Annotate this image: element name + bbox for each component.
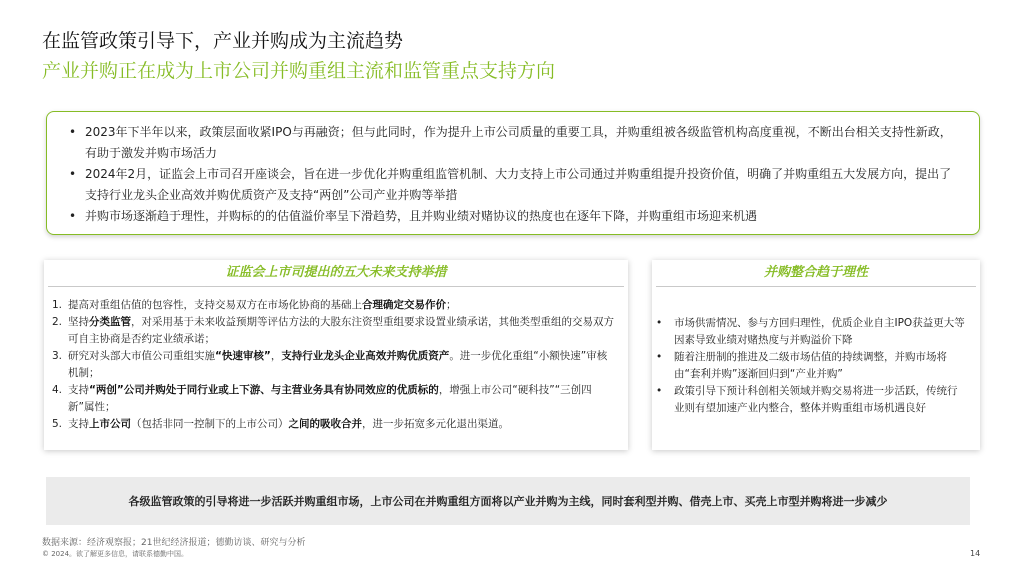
measure-text: 提高对重组估值的包容性，支持交易双方在市场化协商的基础上 <box>68 299 362 311</box>
rational-integration-list <box>652 315 980 417</box>
trend-bullet: • 市场供需情况、参与方回归理性，优质企业自主IPO获益更大等因素导致业绩对赌热度与并购溢价下降 <box>652 315 966 349</box>
measure-text: （包括非同一控制下的上市公司） <box>131 418 289 430</box>
summary-bullet: • 并购市场逐渐趋于理性，并购标的的估值溢价率呈下滑趋势，且并购业绩对赌协议的热度也在逐年下降，并购重组市场迎来机遇 <box>69 206 961 227</box>
measure-highlight: “两创”公司并购处于同行业或上下游、与主营业务具有协同效应的优质标的 <box>89 384 439 396</box>
measure-number: 4. <box>52 384 63 396</box>
measure-text: 研究对头部大市值公司重组实施 <box>68 350 215 362</box>
measure-item <box>52 314 616 348</box>
measure-text: ，增强上市公司“硬科技”“三创四新”属性； <box>68 384 592 413</box>
measure-highlight: 上市公司 <box>89 418 131 430</box>
measure-number: 5. <box>52 418 63 430</box>
rational-integration-panel <box>652 260 980 450</box>
measure-text: ， <box>270 350 282 362</box>
measure-number: 3. <box>52 350 63 362</box>
support-measures-list <box>44 297 628 433</box>
measure-number: 1. <box>52 299 63 311</box>
trend-bullet: • 随着注册制的推进及二级市场估值的持续调整，并购市场将由“套利并购”逐渐回归到“产业并购” <box>652 349 966 383</box>
measure-highlight: “快速审核” <box>215 350 271 362</box>
measure-item <box>52 348 616 382</box>
measure-text: 坚持 <box>68 316 89 328</box>
support-measures-title: 证监会上市司提出的五大未来支持举措 <box>48 260 624 287</box>
summary-bullet: • 2023年下半年以来，政策层面收紧IPO与再融资；但与此同时，作为提升上市公司质量的重要工具，并购重组被各级监管机构高度重视，不断出台相关支持性新政，有助于激发并购市场活力 <box>69 122 961 164</box>
summary-box <box>46 111 980 235</box>
measure-highlight: 合理确定交易作价 <box>362 299 446 311</box>
measure-text: ； <box>446 299 457 311</box>
measure-text: ，对采用基于未来收益预期等评估方法的大股东注资型重组要求设置业绩承诺，其他类型重组的交易双方可自主协商是否约定业绩承诺； <box>68 316 614 345</box>
data-source-note: 数据来源：经济观察报；21世纪经济报道；德勤访谈、研究与分析 <box>42 538 306 548</box>
measure-text: ，进一步拓宽多元化退出渠道。 <box>362 418 509 430</box>
summary-bullet: • 2024年2月，证监会上市司召开座谈会，旨在进一步优化并购重组监管机制、大力支持上市公司通过并购重组提升投资价值，明确了并购重组五大发展方向，提出了支持行业龙头企业高效并购优质资产及支持“两创”公司产业并购等举措 <box>69 164 961 206</box>
page-number: 14 <box>970 549 981 558</box>
measure-highlight: 之间的吸收合并 <box>288 418 362 430</box>
trend-bullet: • 政策引导下预计科创相关领域并购交易将进一步活跃，传统行业则有望加速产业内整合，整体并购重组市场机遇良好 <box>652 383 966 417</box>
measure-highlight: 分类监管 <box>89 316 131 328</box>
measure-item <box>52 297 616 314</box>
measure-text: 。进一步优化重组“小额快速”审核机制； <box>68 350 608 379</box>
summary-list <box>69 122 961 227</box>
page-subtitle: 产业并购正在成为上市公司并购重组主流和监管重点支持方向 <box>42 60 556 82</box>
page-title: 在监管政策引导下，产业并购成为主流趋势 <box>42 30 404 52</box>
measure-text: 支持 <box>68 418 89 430</box>
measure-number: 2. <box>52 316 63 328</box>
measure-item <box>52 382 616 416</box>
measure-highlight: 支持行业龙头企业高效并购优质资产 <box>281 350 450 362</box>
rational-integration-title: 并购整合趋于理性 <box>656 260 976 287</box>
copyright-note: © 2024。欲了解更多信息，请联系德勤中国。 <box>42 550 189 558</box>
support-measures-panel <box>44 260 628 450</box>
measure-item <box>52 416 616 433</box>
conclusion-banner: 各级监管政策的引导将进一步活跃并购重组市场，上市公司在并购重组方面将以产业并购为主线，同时套利型并购、借壳上市、买壳上市型并购将进一步减少 <box>46 477 970 525</box>
measure-text: 支持 <box>68 384 89 396</box>
